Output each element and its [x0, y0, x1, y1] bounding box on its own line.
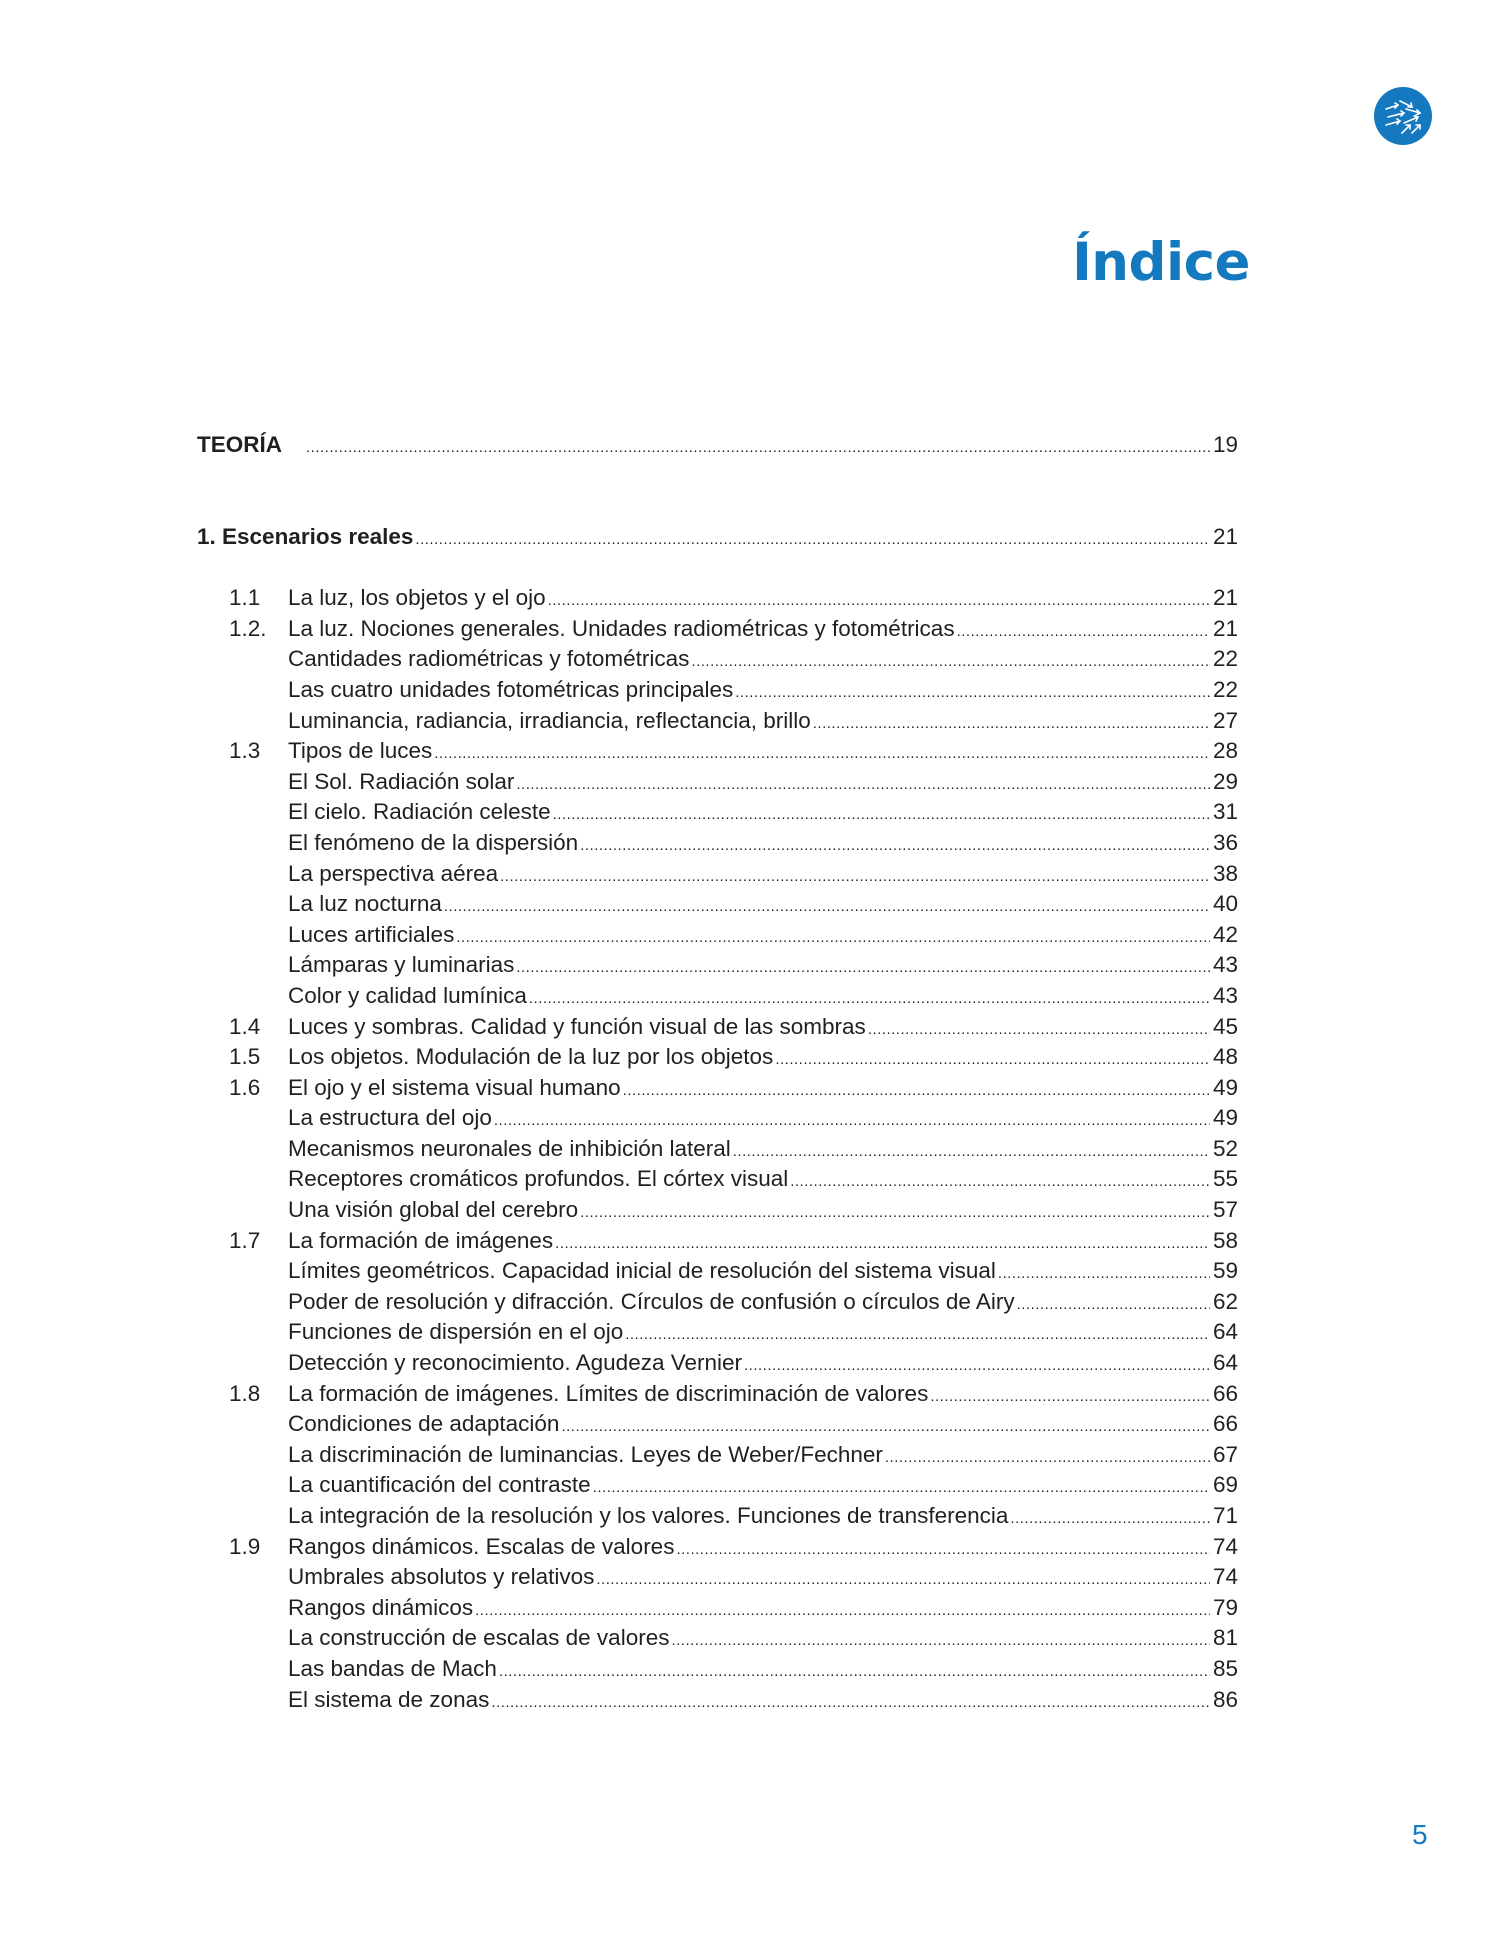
dot-leader — [548, 586, 1210, 617]
dot-leader — [998, 1259, 1210, 1290]
dot-leader — [671, 1626, 1210, 1657]
toc-entry-label: Tipos de luces — [288, 738, 433, 764]
page-title: Índice — [1072, 232, 1250, 293]
toc-entry-label: Mecanismos neuronales de inhibición lateral — [288, 1135, 731, 1161]
toc-entry-page: 43 — [1212, 952, 1238, 978]
dot-leader — [491, 1688, 1210, 1719]
toc-entry[interactable] — [197, 889, 1238, 920]
toc-entry-page: 71 — [1212, 1503, 1238, 1528]
toc-entry-number: 1.8 — [229, 1380, 261, 1406]
toc-entry[interactable] — [197, 1073, 1238, 1104]
toc-entry[interactable] — [197, 1532, 1238, 1563]
toc-entry-label: La luz nocturna — [288, 891, 442, 917]
toc-entry-page: 64 — [1212, 1319, 1238, 1345]
dot-leader — [306, 433, 1210, 464]
toc-entry-label: Color y calidad lumínica — [288, 982, 527, 1008]
toc-entry-label: Luces y sombras. Calidad y función visual de las sombras — [288, 1013, 866, 1039]
toc-entry[interactable] — [197, 1348, 1238, 1379]
toc-entry-number: 1.6 — [229, 1074, 261, 1100]
dot-leader — [516, 770, 1210, 801]
toc-entry-label: La estructura del ojo — [288, 1105, 492, 1131]
toc-entry-number: 1.3 — [229, 738, 261, 764]
toc-entry-page: 55 — [1212, 1166, 1238, 1192]
toc-entry-page: 21 — [1212, 615, 1238, 641]
toc-entry-page: 36 — [1212, 829, 1238, 855]
toc-entry-label: Luces artificiales — [288, 921, 455, 947]
toc-entry-label: La construcción de escalas de valores — [288, 1625, 670, 1651]
dot-leader — [593, 1473, 1210, 1504]
toc-entry[interactable] — [197, 859, 1238, 890]
toc-entry[interactable] — [197, 1103, 1238, 1134]
toc-entry-page: 66 — [1212, 1411, 1238, 1437]
toc-entry-page: 28 — [1212, 738, 1238, 764]
dot-leader — [596, 1565, 1210, 1596]
toc-entry-page: 79 — [1212, 1594, 1238, 1620]
toc-entry-page: 64 — [1212, 1350, 1238, 1376]
toc-entry-label: Condiciones de adaptación — [288, 1411, 560, 1437]
dot-leader — [623, 1076, 1210, 1107]
toc-entry-label: 1. Escenarios reales — [197, 523, 414, 549]
toc-entry[interactable] — [197, 1164, 1238, 1195]
toc-entry-label: El cielo. Radiación celeste — [288, 799, 551, 825]
toc-entry-page: 49 — [1212, 1105, 1238, 1131]
dot-leader — [676, 1535, 1210, 1566]
toc-entry[interactable] — [197, 1195, 1238, 1226]
toc-entry-label: Los objetos. Modulación de la luz por los objetos — [288, 1044, 774, 1070]
toc-entry-label: La cuantificación del contraste — [288, 1472, 591, 1498]
toc-entry[interactable] — [197, 1287, 1238, 1318]
arrows-logo-icon — [1374, 87, 1432, 145]
dot-leader — [957, 617, 1210, 648]
toc-entry-page: 31 — [1212, 799, 1238, 825]
toc-entry-page: 42 — [1212, 921, 1238, 947]
toc-entry[interactable] — [197, 1317, 1238, 1348]
toc-entry-page: 22 — [1212, 646, 1238, 672]
toc-entry-label: El sistema de zonas — [288, 1686, 490, 1712]
toc-entry-page: 62 — [1212, 1288, 1238, 1314]
toc-entry-page: 29 — [1212, 768, 1238, 794]
dot-leader — [555, 1229, 1210, 1260]
toc-entry[interactable] — [197, 920, 1238, 951]
toc-entry-label: La discriminación de luminancias. Leyes de Weber/Fechner — [288, 1441, 883, 1467]
toc-entry[interactable] — [197, 614, 1238, 645]
toc-entry-number: 1.2. — [229, 615, 267, 641]
toc-entry-page: 48 — [1212, 1044, 1238, 1070]
toc-entry-page: 40 — [1212, 891, 1238, 917]
toc-entry[interactable] — [197, 706, 1238, 737]
toc-entry-label: TEORÍA — [197, 432, 283, 457]
toc-entry-label: Umbrales absolutos y relativos — [288, 1564, 595, 1590]
toc-entry-page: 19 — [1212, 432, 1238, 457]
dot-leader — [790, 1167, 1210, 1198]
dot-leader — [1017, 1290, 1210, 1321]
toc-entry-page: 43 — [1212, 982, 1238, 1008]
page-number: 5 — [1412, 1819, 1428, 1850]
toc-entry[interactable] — [197, 1470, 1238, 1501]
toc-entry-label: La integración de la resolución y los valores. Funciones de transferencia — [288, 1503, 1009, 1528]
dot-leader — [444, 892, 1210, 923]
dot-leader — [475, 1596, 1210, 1627]
toc-entry-label: Lámparas y luminarias — [288, 952, 515, 978]
toc-entry-number: 1.5 — [229, 1044, 261, 1070]
toc-entry[interactable] — [197, 797, 1238, 828]
toc-entry[interactable] — [197, 583, 1238, 614]
dot-leader — [744, 1351, 1210, 1382]
dot-leader — [885, 1443, 1210, 1474]
toc-entry-page: 21 — [1212, 585, 1238, 611]
toc-entry-number: 1.7 — [229, 1227, 261, 1253]
toc-entry[interactable] — [197, 828, 1238, 859]
toc-entry[interactable] — [197, 522, 1238, 553]
toc-entry-page: 45 — [1212, 1013, 1238, 1039]
toc-entry[interactable] — [197, 1012, 1238, 1043]
toc-entry-label: Una visión global del cerebro — [288, 1197, 579, 1223]
toc-entry-page: 38 — [1212, 860, 1238, 886]
dot-leader — [561, 1412, 1210, 1443]
toc-entry[interactable] — [197, 981, 1238, 1012]
dot-leader — [415, 525, 1210, 556]
dot-leader — [494, 1106, 1210, 1137]
toc-entry[interactable] — [197, 675, 1238, 706]
toc-entry-number: 1.1 — [229, 585, 261, 611]
toc-entry-label: Las cuatro unidades fotométricas principales — [288, 676, 734, 702]
toc-entry-label: Límites geométricos. Capacidad inicial de resolución del sistema visual — [288, 1258, 996, 1284]
dot-leader — [516, 953, 1210, 984]
toc-entry[interactable] — [197, 950, 1238, 981]
dot-leader — [580, 831, 1210, 862]
toc-entry-page: 69 — [1212, 1472, 1238, 1498]
toc-entry-label: Poder de resolución y difracción. Círculos de confusión o círculos de Airy — [288, 1288, 1015, 1314]
dot-leader — [813, 709, 1210, 740]
toc-entry-page: 67 — [1212, 1441, 1238, 1467]
toc-entry-page: 59 — [1212, 1258, 1238, 1284]
toc-entry-label: La perspectiva aérea — [288, 860, 499, 886]
toc-entry-page: 22 — [1212, 676, 1238, 702]
toc-entry[interactable] — [197, 1501, 1238, 1532]
toc-entry-page: 49 — [1212, 1074, 1238, 1100]
dot-leader — [868, 1015, 1210, 1046]
toc-entry-label: Luminancia, radiancia, irradiancia, reflectancia, brillo — [288, 707, 811, 733]
toc-entry-page: 81 — [1212, 1625, 1238, 1651]
toc-entry-label: Cantidades radiométricas y fotométricas — [288, 646, 690, 672]
dot-leader — [529, 984, 1210, 1015]
dot-leader — [735, 678, 1210, 709]
toc-entry[interactable] — [197, 1440, 1238, 1471]
dot-leader — [500, 862, 1210, 893]
toc-entry-label: La formación de imágenes — [288, 1227, 554, 1253]
dot-leader — [733, 1137, 1210, 1168]
toc-entry-number: 1.4 — [229, 1013, 261, 1039]
toc-entry[interactable] — [197, 1654, 1238, 1685]
toc-entry-label: La luz. Nociones generales. Unidades radiométricas y fotométricas — [288, 615, 955, 641]
toc-entry[interactable] — [197, 1623, 1238, 1654]
dot-leader — [580, 1198, 1210, 1229]
toc-entry-page: 85 — [1212, 1655, 1238, 1681]
dot-leader — [456, 923, 1210, 954]
toc-entry-page: 74 — [1212, 1533, 1238, 1559]
toc-entry[interactable] — [197, 1134, 1238, 1165]
toc-entry[interactable] — [197, 1409, 1238, 1440]
toc-entry[interactable] — [197, 430, 1238, 461]
toc-entry-label: El Sol. Radiación solar — [288, 768, 515, 794]
toc-entry[interactable] — [197, 1562, 1238, 1593]
toc-entry-page: 86 — [1212, 1686, 1238, 1712]
toc-entry-number: 1.9 — [229, 1533, 261, 1559]
toc-entry[interactable] — [197, 1593, 1238, 1624]
dot-leader — [1010, 1504, 1210, 1535]
toc-entry-label: La luz, los objetos y el ojo — [288, 585, 546, 611]
toc-entry-page: 66 — [1212, 1380, 1238, 1406]
toc-entry-label: El fenómeno de la dispersión — [288, 829, 579, 855]
toc-entry-label: Rangos dinámicos — [288, 1594, 474, 1620]
toc-entry-page: 57 — [1212, 1197, 1238, 1223]
toc-entry-label: Funciones de dispersión en el ojo — [288, 1319, 624, 1345]
toc-entry-label: Las bandas de Mach — [288, 1655, 497, 1681]
toc-entry-page: 74 — [1212, 1564, 1238, 1590]
toc-entry-label: Detección y reconocimiento. Agudeza Vernier — [288, 1350, 743, 1376]
toc-entry[interactable] — [197, 1685, 1238, 1716]
toc-entry[interactable] — [197, 1379, 1238, 1410]
dot-leader — [625, 1320, 1210, 1351]
dot-leader — [691, 647, 1210, 678]
toc-entry[interactable] — [197, 767, 1238, 798]
toc-entry-page: 58 — [1212, 1227, 1238, 1253]
dot-leader — [499, 1657, 1210, 1688]
toc-entry[interactable] — [197, 644, 1238, 675]
dot-leader — [553, 800, 1210, 831]
toc-entry-page: 21 — [1212, 523, 1238, 549]
toc-entry-label: Rangos dinámicos. Escalas de valores — [288, 1533, 675, 1559]
dot-leader — [930, 1382, 1210, 1413]
toc-entry-label: La formación de imágenes. Límites de discriminación de valores — [288, 1380, 929, 1406]
toc-entry[interactable] — [197, 1256, 1238, 1287]
toc-entry[interactable] — [197, 1042, 1238, 1073]
toc-entry-page: 27 — [1212, 707, 1238, 733]
toc-entry-label: Receptores cromáticos profundos. El córtex visual — [288, 1166, 789, 1192]
toc-entry-page: 52 — [1212, 1135, 1238, 1161]
toc-entry-label: El ojo y el sistema visual humano — [288, 1074, 621, 1100]
toc-entry[interactable] — [197, 736, 1238, 767]
dot-leader — [434, 739, 1210, 770]
dot-leader — [775, 1045, 1210, 1076]
table-of-contents — [197, 430, 1238, 1715]
toc-entry[interactable] — [197, 1226, 1238, 1257]
